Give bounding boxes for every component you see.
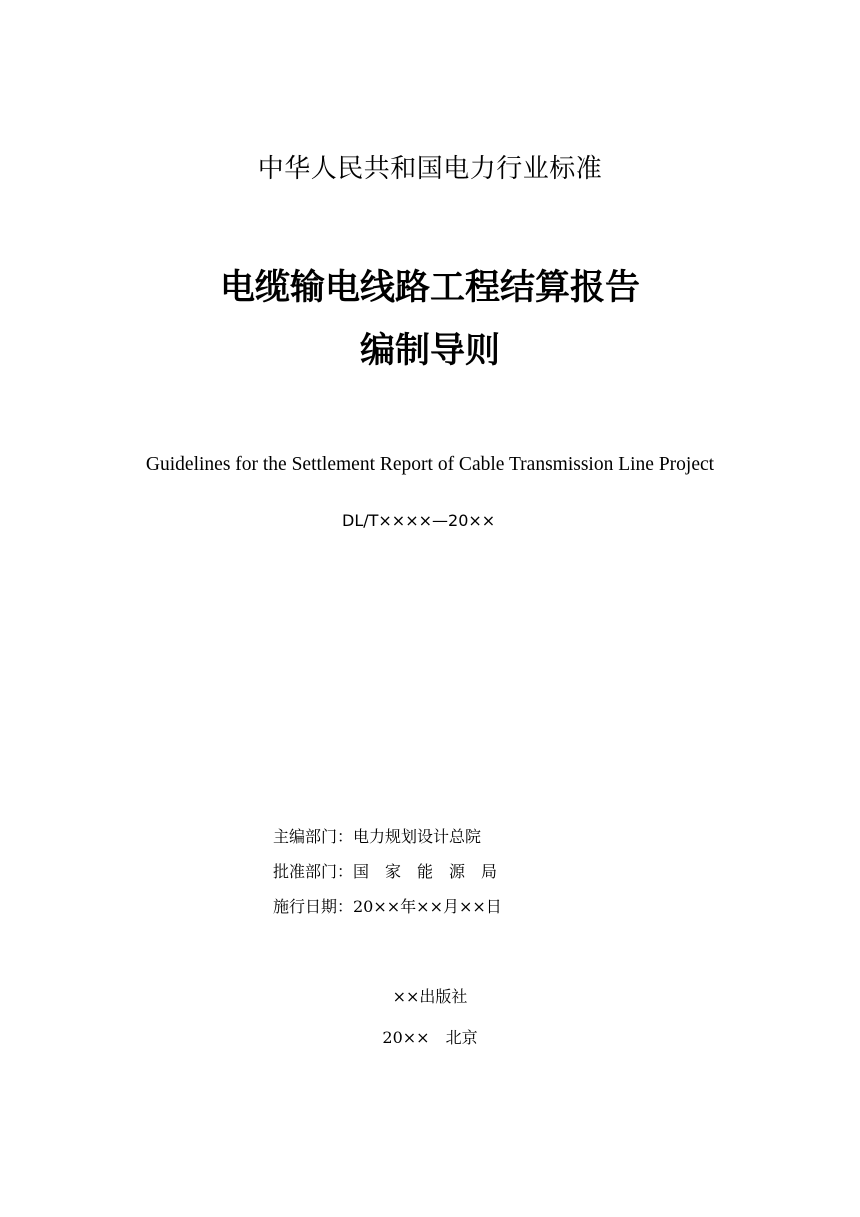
standard-header: 中华人民共和国电力行业标准 — [257, 154, 603, 184]
effective-date-line: 施行日期：20××年××月××日 — [273, 897, 502, 916]
document-subtitle: 编制导则 — [359, 331, 500, 371]
english-title: Guidelines for the Settlement Report of Cable Transmission Line Project — [145, 454, 715, 475]
document-code: DL/T××××—20×× — [342, 511, 496, 530]
publisher: ××出版社 — [392, 987, 468, 1006]
approval-department-line: 批准部门：国 家 能 源 局 — [273, 862, 498, 881]
chief-editor-line: 主编部门：电力规划设计总院 — [273, 827, 482, 846]
publication-date-place: 20×× 北京 — [382, 1028, 478, 1047]
document-title: 电缆输电线路工程结算报告 — [219, 268, 640, 308]
